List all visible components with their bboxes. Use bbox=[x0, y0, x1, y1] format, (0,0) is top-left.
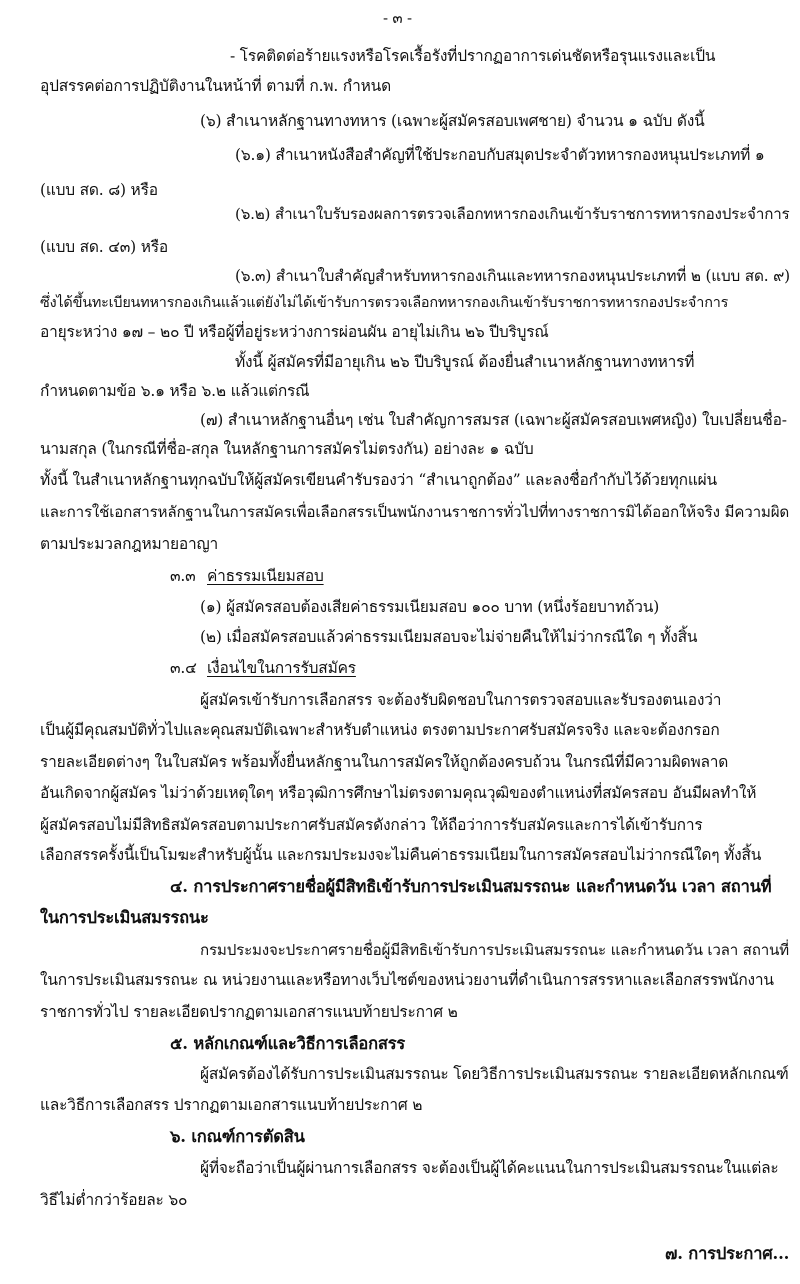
section-heading: ๖. เกณฑ์การตัดสิน bbox=[170, 1127, 305, 1146]
text-line: ผู้สมัครต้องได้รับการประเมินสมรรถนะ โดยวิธีการประเมินสมรรถนะ รายละเอียดหลักเกณฑ์ bbox=[200, 1065, 789, 1083]
section-heading: เงื่อนไขในการรับสมัคร bbox=[207, 659, 356, 677]
continuation-marker: ๗. การประกาศ... bbox=[665, 1244, 790, 1263]
text-line: กรมประมงจะประกาศรายชื่อผู้มีสิทธิเข้ารับการประเมินสมรรถนะ และกำหนดวัน เวลา สถานที่ bbox=[200, 941, 789, 959]
text-line: กำหนดตามข้อ ๖.๑ หรือ ๖.๒ แล้วแต่กรณี bbox=[40, 382, 310, 400]
text-line: (๖) สำเนาหลักฐานทางทหาร (เฉพาะผู้สมัครสอบเพศชาย) จำนวน ๑ ฉบับ ดังนี้ bbox=[200, 112, 705, 130]
text-line: (๒) เมื่อสมัครสอบแล้วค่าธรรมเนียมสอบจะไม่จ่ายคืนให้ไม่ว่ากรณีใด ๆ ทั้งสิ้น bbox=[200, 628, 698, 646]
text-line: อายุระหว่าง ๑๗ – ๒๐ ปี หรือผู้ที่อยู่ระหว่างการผ่อนผัน อายุไม่เกิน ๒๖ ปีบริบูรณ์ bbox=[40, 323, 549, 341]
text-line: อุปสรรคต่อการปฏิบัติงานในหน้าที่ ตามที่ ก.พ. กำหนด bbox=[40, 77, 391, 95]
text-line: ซึ่งได้ขึ้นทะเบียนทหารกองเกินแล้วแต่ยังไม่ได้เข้ารับการตรวจเลือกทหารกองเกินเข้ารับราชการทหารกองประจำการ bbox=[40, 295, 729, 311]
text-line: ผู้สมัครสอบไม่มีสิทธิสมัครสอบตามประกาศรับสมัครดังกล่าว ให้ถือว่าการรับสมัครและการได้เข้ารับการ bbox=[40, 816, 703, 834]
text-line: และการใช้เอกสารหลักฐานในการสมัครเพื่อเลือกสรรเป็นพนักงานราชการทั่วไปที่ทางราชการมิได้ออกให้จริง มีความผิด bbox=[40, 503, 790, 521]
text-line: วิธีไม่ต่ำกว่าร้อยละ ๖๐ bbox=[40, 1191, 188, 1209]
section-heading: ในการประเมินสมรรถนะ bbox=[40, 908, 209, 927]
text-line: - โรคติดต่อร้ายแรงหรือโรคเรื้อรังที่ปรากฏอาการเด่นชัดหรือรุนแรงและเป็น bbox=[230, 47, 716, 65]
text-line: (๖.๓) สำเนาใบสำคัญสำหรับทหารกองเกินและทหารกองหนุนประเภทที่ ๒ (แบบ สด. ๙) bbox=[235, 267, 790, 285]
text-line: (แบบ สด. ๘) หรือ bbox=[40, 181, 158, 199]
text-line: (๑) ผู้สมัครสอบต้องเสียค่าธรรมเนียมสอบ ๑๐๐ บาท (หนึ่งร้อยบาทถ้วน) bbox=[200, 598, 660, 616]
text-line: เป็นผู้มีคุณสมบัติทั่วไปและคุณสมบัติเฉพาะสำหรับตำแหน่ง ตรงตามประกาศรับสมัครจริง และจะต้องกรอก bbox=[40, 721, 720, 739]
text-line: อันเกิดจากผู้สมัคร ไม่ว่าด้วยเหตุใดๆ หรือวุฒิการศึกษาไม่ตรงตามคุณวุฒิของตำแหน่งที่สมัครสอบ อันมีผลทำให้ bbox=[40, 784, 757, 802]
section-heading: ๕. หลักเกณฑ์และวิธีการเลือกสรร bbox=[170, 1034, 406, 1053]
text-line: เลือกสรรครั้งนี้เป็นโมฆะสำหรับผู้นั้น และกรมประมงจะไม่คืนค่าธรรมเนียมในการสมัครสอบไม่ว่ากรณีใดๆ ทั้งสิ้น bbox=[40, 846, 762, 864]
text-line: ราชการทั่วไป รายละเอียดปรากฏตามเอกสารแนบท้ายประกาศ ๒ bbox=[40, 1003, 458, 1021]
text-line: ทั้งนี้ ในสำเนาหลักฐานทุกฉบับให้ผู้สมัครเขียนคำรับรองว่า “สำเนาถูกต้อง” และลงชื่อกำกับไว้ด้วยทุกแผ่น bbox=[40, 471, 717, 489]
text-line: ตามประมวลกฎหมายอาญา bbox=[40, 535, 219, 553]
section-number: ๓.๓ bbox=[170, 567, 196, 585]
text-line: ในการประเมินสมรรถนะ ณ หน่วยงานและหรือทางเว็บไซต์ของหน่วยงานที่ดำเนินการสรรหาและเลือกสรรพนักงาน bbox=[40, 971, 774, 989]
text-line: นามสกุล (ในกรณีที่ชื่อ-สกุล ในหลักฐานการสมัครไม่ตรงกัน) อย่างละ ๑ ฉบับ bbox=[40, 440, 534, 458]
text-line: (แบบ สด. ๔๓) หรือ bbox=[40, 238, 168, 256]
text-line: ผู้ที่จะถือว่าเป็นผู้ผ่านการเลือกสรร จะต้องเป็นผู้ได้คะแนนในการประเมินสมรรถนะในแต่ละ bbox=[200, 1159, 779, 1177]
text-line: รายละเอียดต่างๆ ในใบสมัคร พร้อมทั้งยื่นหลักฐานในการสมัครให้ถูกต้องครบถ้วน ในกรณีที่มีความผิดพลาด bbox=[40, 753, 729, 771]
text-line: (๖.๑) สำเนาหนังสือสำคัญที่ใช้ประกอบกับสมุดประจำตัวทหารกองหนุนประเภทที่ ๑ bbox=[235, 146, 765, 164]
text-line: (๗) สำเนาหลักฐานอื่นๆ เช่น ใบสำคัญการสมรส (เฉพาะผู้สมัครสอบเพศหญิง) ใบเปลี่ยนชื่อ- bbox=[200, 411, 787, 429]
page-number: - ๓ - bbox=[383, 9, 412, 27]
section-heading: ค่าธรรมเนียมสอบ bbox=[207, 567, 324, 585]
section-heading: ๔. การประกาศรายชื่อผู้มีสิทธิเข้ารับการประเมินสมรรถนะ และกำหนดวัน เวลา สถานที่ bbox=[170, 877, 772, 896]
text-line: (๖.๒) สำเนาใบรับรองผลการตรวจเลือกทหารกองเกินเข้ารับราชการทหารกองประจำการ bbox=[235, 205, 790, 223]
text-line: ทั้งนี้ ผู้สมัครที่มีอายุเกิน ๒๖ ปีบริบูรณ์ ต้องยื่นสำเนาหลักฐานทางทหารที่ bbox=[235, 353, 695, 371]
text-line: และวิธีการเลือกสรร ปรากฏตามเอกสารแนบท้ายประกาศ ๒ bbox=[40, 1096, 423, 1114]
text-line: ผู้สมัครเข้ารับการเลือกสรร จะต้องรับผิดชอบในการตรวจสอบและรับรองตนเองว่า bbox=[200, 691, 722, 709]
section-number: ๓.๔ bbox=[170, 659, 197, 677]
